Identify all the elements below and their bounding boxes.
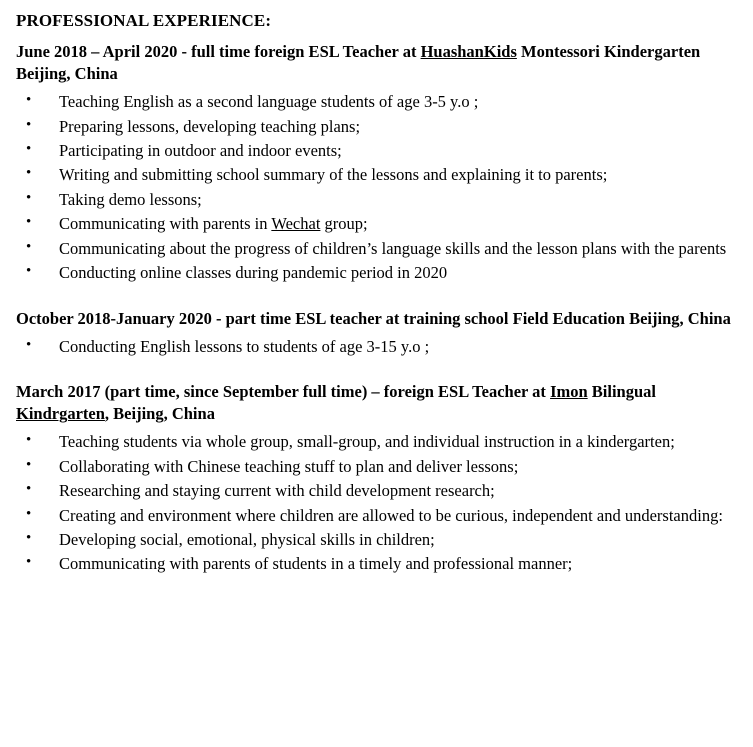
list-item: • Communicating about the progress of children’s language skills and the lesson plans with the parents (16, 237, 745, 260)
list-item (16, 212, 745, 235)
list-item: • Preparing lessons, developing teaching plans; (16, 115, 745, 138)
page-title: PROFESSIONAL EXPERIENCE: (16, 11, 272, 30)
bullet-text-pre: Communicating with parents in (59, 214, 272, 234)
job1-heading-before: June 2018 – April 2020 - full time foreign ESL Teacher at (16, 42, 421, 62)
list-item: • Conducting online classes during pandemic period in 2020 (16, 261, 745, 284)
list-item: • Researching and staying current with child development research; (16, 479, 745, 502)
list-item: • Collaborating with Chinese teaching stuff to plan and deliver lessons; (16, 455, 745, 478)
list-item: • Developing social, emotional, physical skills in children; (16, 528, 745, 551)
job1-heading-underlined: HuashanKids (420, 42, 517, 62)
spacer (16, 359, 745, 381)
job3-bullet-list (16, 430, 745, 576)
list-item: • Writing and submitting school summary of the lessons and explaining it to parents; (16, 163, 745, 186)
list-item: • Taking demo lessons; (16, 188, 745, 211)
bullet-text-post: group; (320, 214, 368, 234)
job1-bullet-list (16, 90, 745, 284)
bullet-underlined-word: Wechat (271, 214, 321, 234)
list-item: • Creating and environment where children are allowed to be curious, independent and understanding: (16, 504, 745, 527)
job3-heading-after: , Beijing, China (104, 403, 215, 423)
job-heading-1 (16, 41, 745, 84)
job3-heading-middle: Bilingual (587, 382, 656, 402)
job1-heading-after: Montessori Kindergarten Beijing, China (16, 42, 701, 83)
job3-heading-underlined-2: Kindrgarten (16, 403, 105, 423)
job2-bullet-list (16, 335, 745, 358)
job3-heading-before: March 2017 (part time, since September full time) – foreign ESL Teacher at (16, 382, 551, 402)
job-heading-3 (16, 381, 745, 424)
list-item: • Teaching English as a second language students of age 3-5 y.o ; (16, 90, 745, 113)
list-item: • Conducting English lessons to students of age 3-15 y.o ; (16, 335, 745, 358)
list-item: • Participating in outdoor and indoor events; (16, 139, 745, 162)
list-item: • Communicating with parents of students in a timely and professional manner; (16, 552, 745, 575)
job3-heading-underlined-1: Imon (550, 382, 588, 402)
job-heading-2: October 2018-January 2020 - part time ESL teacher at training school Field Education Beijing, China (16, 308, 731, 328)
list-item: • Teaching students via whole group, small-group, and individual instruction in a kindergarten; (16, 430, 745, 453)
spacer (16, 286, 745, 308)
